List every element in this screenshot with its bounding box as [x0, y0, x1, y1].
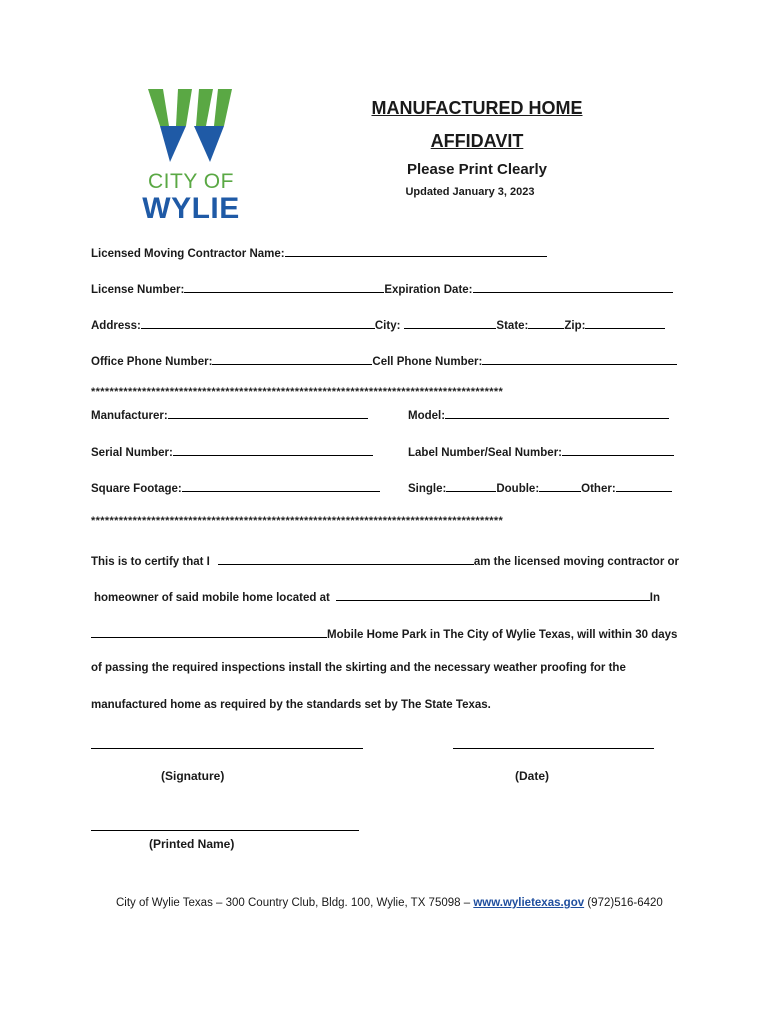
address-row: [91, 317, 665, 332]
printed-name-caption: (Printed Name): [149, 837, 235, 851]
office-phone-field[interactable]: [212, 353, 372, 365]
date-line[interactable]: [453, 748, 654, 749]
city-label: City:: [374, 320, 401, 332]
address-label: Address:: [91, 320, 141, 332]
certify-line-2: [94, 589, 660, 604]
license-number-label: License Number:: [91, 284, 185, 296]
website-link[interactable]: www.wylietexas.gov: [473, 897, 585, 909]
phone-row: [91, 353, 677, 368]
signature-caption: (Signature): [161, 769, 225, 783]
certify-line-4: of passing the required inspections install the skirting and the necessary weather proofing for the: [91, 662, 626, 674]
label-number-row: [408, 444, 674, 459]
office-phone-label: Office Phone Number:: [91, 356, 213, 368]
print-clearly-note: Please Print Clearly: [406, 161, 548, 178]
signature-line[interactable]: [91, 748, 363, 749]
certify-line-1: [91, 553, 679, 568]
wylie-w-icon: [136, 86, 246, 166]
separator-bottom: *****************************************************************************************: [91, 515, 504, 527]
location-pre-label: homeowner of said mobile home located at: [94, 592, 330, 604]
date-caption: (Date): [515, 769, 550, 783]
certify-pre-label: This is to certify that I: [91, 556, 210, 568]
location-field[interactable]: [336, 589, 650, 601]
manufacturer-label: Manufacturer:: [91, 410, 168, 422]
expiration-date-field[interactable]: [473, 281, 673, 293]
mobile-home-park-field[interactable]: [91, 626, 327, 638]
zip-label: Zip:: [564, 320, 586, 332]
printed-name-line[interactable]: [91, 830, 359, 831]
license-number-field[interactable]: [184, 281, 384, 293]
document-title-line2: AFFIDAVIT: [430, 131, 524, 151]
logo-wylie: WYLIE: [142, 192, 240, 225]
home-type-row: [408, 480, 672, 495]
other-field[interactable]: [616, 480, 672, 492]
serial-row: [91, 444, 373, 459]
double-label: Double:: [496, 483, 540, 495]
square-footage-label: Square Footage:: [91, 483, 182, 495]
square-footage-field[interactable]: [182, 480, 380, 492]
contractor-name-label: Licensed Moving Contractor Name:: [91, 248, 285, 260]
updated-date: Updated January 3, 2023: [405, 186, 535, 198]
label-number-label: Label Number/Seal Number:: [408, 447, 563, 459]
label-number-field[interactable]: [562, 444, 674, 456]
double-field[interactable]: [539, 480, 581, 492]
contractor-name-row: [91, 245, 547, 260]
zip-field[interactable]: [585, 317, 665, 329]
license-row: [91, 281, 673, 296]
document-title-line1: MANUFACTURED HOME: [371, 98, 583, 118]
other-label: Other:: [581, 483, 616, 495]
manufacturer-row: [91, 407, 368, 422]
city-logo: [136, 86, 246, 228]
expiration-date-label: Expiration Date:: [384, 284, 473, 296]
single-field[interactable]: [446, 480, 496, 492]
contractor-name-field[interactable]: [285, 245, 547, 257]
single-label: Single:: [408, 483, 447, 495]
certify-post-label: am the licensed moving contractor or: [473, 556, 679, 568]
location-in-label: In: [649, 592, 661, 604]
logo-city-of: CITY OF: [148, 170, 234, 193]
serial-number-label: Serial Number:: [91, 447, 173, 459]
cell-phone-label: Cell Phone Number:: [372, 356, 483, 368]
model-row: [408, 407, 669, 422]
footer-contact: [116, 897, 663, 909]
address-field[interactable]: [141, 317, 375, 329]
separator-top: *****************************************************************************************: [91, 386, 504, 398]
model-field[interactable]: [445, 407, 669, 419]
state-field[interactable]: [528, 317, 564, 329]
serial-number-field[interactable]: [173, 444, 373, 456]
cell-phone-field[interactable]: [482, 353, 677, 365]
state-label: State:: [496, 320, 529, 332]
certify-line-5: manufactured home as required by the standards set by The State Texas.: [91, 699, 491, 711]
footer-address: City of Wylie Texas – 300 Country Club, Bldg. 100, Wylie, TX 75098 –: [116, 897, 471, 909]
model-label: Model:: [408, 410, 446, 422]
manufacturer-field[interactable]: [168, 407, 368, 419]
square-footage-row: [91, 480, 380, 495]
city-field[interactable]: [404, 317, 496, 329]
park-label: Mobile Home Park in The City of Wylie Texas, will within 30 days: [327, 629, 678, 641]
certify-line-3: [91, 626, 677, 641]
certifier-name-field[interactable]: [218, 553, 474, 565]
footer-phone: (972)516-6420: [587, 897, 663, 909]
